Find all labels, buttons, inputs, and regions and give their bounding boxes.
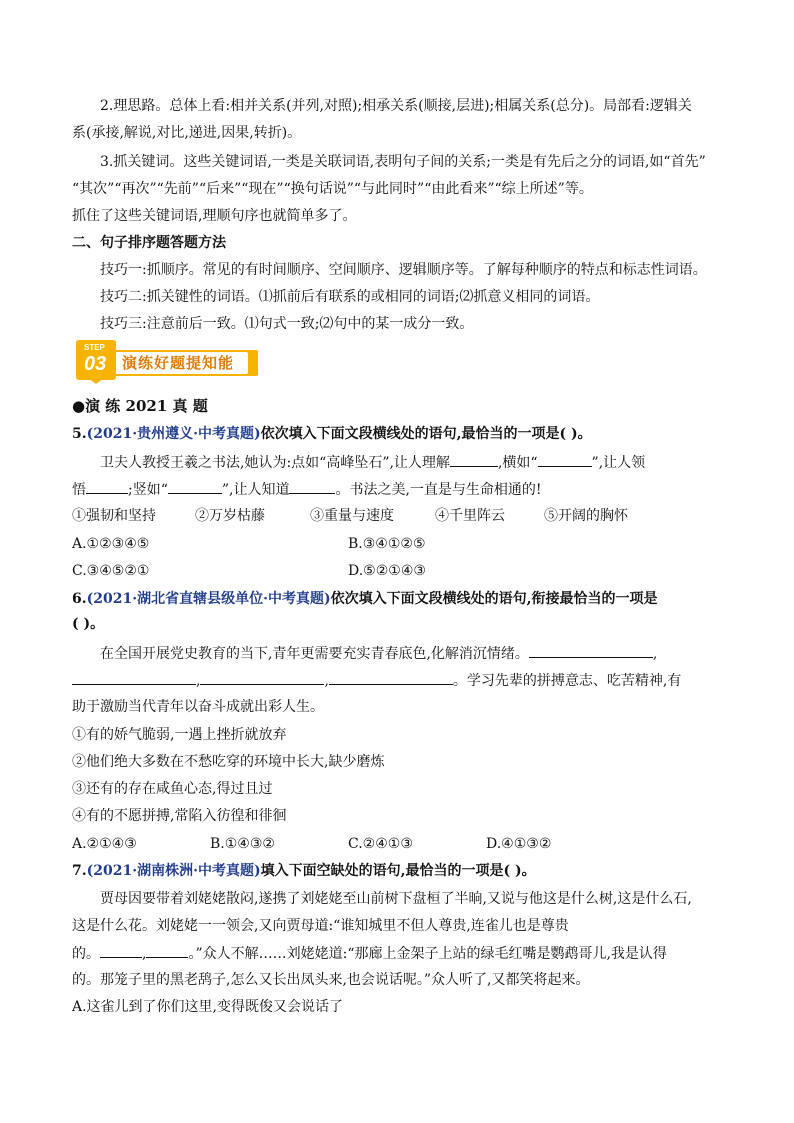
q6-number: 6. [72, 591, 87, 607]
q7-text-part: 。”众人不解……刘姥姥道:“那廊上金架子上站的绿毛红嘴是鹦鹉哥儿,我是认得 [188, 946, 667, 962]
section2-heading: 二、句子排序题答题方法 [72, 235, 226, 251]
q6-item-1: ①有的娇气脆弱,一遇上挫折就放弃 [72, 727, 287, 743]
q5-text-part: ”,让人知道 [221, 482, 290, 498]
q7-text-line4: 的。那笼子里的黑老鸹子,怎么又长出凤头来,也会说话呢。”众人听了,又都笑将起来。 [72, 972, 590, 988]
tip-3: 技巧三:注意前后一致。⑴句式一致;⑵句中的某一成分一致。 [100, 316, 474, 332]
intro-p3-line1: 3.抓关键词。这些关键词语,一类是关联词语,表明句子间的关系;一类是有先后之分的词语,如“首先” [100, 154, 706, 170]
q6-comma: , [652, 646, 658, 662]
q7-header [72, 861, 536, 881]
q7-text-part: 的。 [72, 946, 100, 962]
q7-blank-2 [146, 943, 188, 958]
q7-text-line3 [72, 943, 667, 964]
step-label: STEP [84, 343, 105, 352]
q6-stem-line2: ( )。 [72, 616, 105, 632]
q6-text-part: 。学习先辈的拼搏意志、吃苦精神,有 [452, 673, 682, 689]
step-box [76, 340, 116, 380]
q5-text-part: ;竖如“ [128, 482, 168, 498]
q5-text-line2 [72, 479, 542, 500]
tip-1: 技巧一:抓顺序。常见的有时间顺序、空间顺序、逻辑顺序等。了解每种顺序的特点和标志性词语。 [100, 262, 707, 278]
q6-header [72, 589, 657, 609]
q5-choice-3: ③重量与速度 [310, 508, 394, 524]
q5-option-c[interactable]: C.③④⑤②① [72, 563, 150, 579]
q7-blank-1 [100, 943, 142, 958]
q7-text-line1: 贾母因要带着刘姥姥散闷,遂携了刘姥姥至山前树下盘桓了半晌,又说与他这是什么树,这是什么石, [100, 891, 692, 907]
q5-blank-2 [538, 452, 592, 467]
q5-blank-3 [86, 479, 128, 494]
q5-blank-1 [450, 452, 498, 467]
intro-p3-line3: 抓住了这些关键词语,理顺句序也就简单多了。 [72, 208, 357, 224]
q5-option-b[interactable]: B.③④①②⑤ [348, 536, 426, 552]
intro-p2-line2: 系(承接,解说,对比,递进,因果,转折)。 [72, 125, 302, 141]
intro-p2-line1: 2.理思路。总体上看:相并关系(并列,对照);相承关系(顺接,层进);相属关系(总分)。局部看:逻辑关 [100, 98, 692, 114]
q5-blank-4 [168, 479, 222, 494]
step-tail [88, 378, 104, 384]
intro-p3-line2: “其次”“再次”“先前”“后来”“现在”“换句话说”“与此同时”“由此看来”“综上所述”等。 [72, 181, 593, 197]
q5-option-a[interactable]: A.①②③④⑤ [72, 536, 150, 552]
q5-text-line1 [100, 452, 645, 473]
q5-text-part: 卫夫人教授王羲之书法,她认为:点如“高峰坠石”,让人理解 [100, 455, 450, 471]
q7-stem: 填入下面空缺处的语句,最恰当的一项是( )。 [260, 863, 536, 879]
q7-comma: , [142, 946, 147, 962]
q6-text-part: 在全国开展党史教育的当下,青年更需要充实青春底色,化解消沉情绪。 [100, 646, 529, 662]
q5-text-part: ”,让人领 [591, 455, 646, 471]
q5-header [72, 424, 592, 444]
q5-text-part: 悟 [72, 482, 86, 498]
q6-blank-2 [72, 670, 196, 685]
q7-number: 7. [72, 863, 87, 879]
q6-stem: 依次填入下面文段横线处的语句,衔接最恰当的一项是 [330, 591, 658, 607]
q6-item-3: ③还有的存在咸鱼心态,得过且过 [72, 781, 273, 797]
q5-blank-5 [289, 479, 335, 494]
q6-comma: , [196, 673, 201, 689]
q6-blank-3 [200, 670, 324, 685]
q6-text-line3: 助于激励当代青年以奋斗成就出彩人生。 [72, 699, 324, 715]
q5-text-part: ,横如“ [497, 455, 538, 471]
q6-blank-4 [329, 670, 453, 685]
q5-choice-2: ②万岁枯藤 [195, 508, 265, 524]
q5-number: 5. [72, 426, 87, 442]
q6-item-2: ②他们绝大多数在不愁吃穿的环境中长大,缺少磨炼 [72, 754, 385, 770]
q5-source: (2021·贵州遵义·中考真题) [86, 426, 261, 442]
tip-2: 技巧二:抓关键性的词语。⑴抓前后有联系的或相同的词语;⑵抓意义相同的词语。 [100, 289, 600, 305]
q6-blank-1 [529, 643, 653, 658]
step-03-badge [72, 340, 260, 382]
practice-heading: ●演 练 2021 真 题 [72, 397, 208, 415]
q5-choice-4: ④千里阵云 [435, 508, 505, 524]
step-number: 03 [84, 353, 107, 375]
q7-source: (2021·湖南株洲·中考真题) [86, 863, 261, 879]
q6-comma: , [324, 673, 329, 689]
q5-stem: 依次填入下面文段横线处的语句,最恰当的一项是( )。 [260, 426, 592, 442]
q6-option-a[interactable]: A.②①④③ [72, 836, 137, 852]
q6-source: (2021·湖北省直辖县级单位·中考真题) [86, 591, 331, 607]
q6-option-c[interactable]: C.②④①③ [348, 836, 413, 852]
q5-choice-5: ⑤开阔的胸怀 [544, 508, 628, 524]
q7-text-line2: 这是什么花。刘姥姥一一领会,又向贾母道:“谁知城里不但人尊贵,连雀儿也是尊贵 [72, 918, 569, 934]
badge-title: 演练好题提知能 [122, 354, 235, 372]
q5-text-part: 。书法之美,一直是与生命相通的! [335, 482, 542, 498]
q7-option-a[interactable]: A.这雀儿到了你们这里,变得既俊又会说话了 [72, 999, 344, 1015]
q6-item-4: ④有的不愿拼搏,常陷入彷徨和徘徊 [72, 808, 287, 824]
q6-option-d[interactable]: D.④①③② [486, 836, 552, 852]
q5-option-d[interactable]: D.⑤②①④③ [348, 563, 426, 579]
q5-choice-1: ①强韧和坚持 [72, 508, 156, 524]
q6-option-b[interactable]: B.①④③② [210, 836, 275, 852]
q6-text-line1 [100, 643, 657, 664]
q6-text-line2 [72, 670, 681, 691]
